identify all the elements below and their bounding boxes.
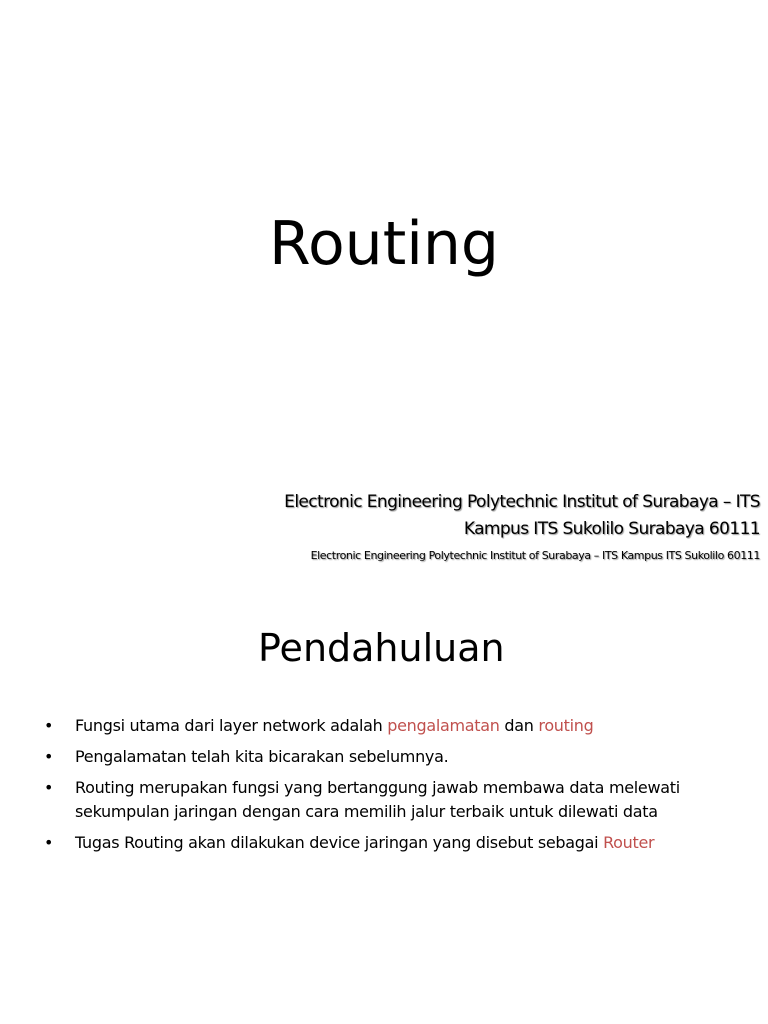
bullet-text: Routing merupakan fungsi yang bertanggung jawab membawa data melewati sekumpulan jaringan dengan cara memilih jalur terbaik untuk dilewati data bbox=[75, 778, 680, 821]
highlight-term: routing bbox=[538, 716, 594, 735]
list-item bbox=[44, 776, 744, 824]
list-item bbox=[44, 831, 744, 855]
bullet-icon: • bbox=[44, 747, 54, 766]
slide-title: Routing bbox=[268, 209, 500, 279]
list-item bbox=[44, 714, 744, 738]
institution-name: Electronic Engineering Polytechnic Institut of Surabaya – ITS bbox=[284, 492, 760, 512]
footer-caption: Electronic Engineering Polytechnic Institut of Surabaya – ITS Kampus ITS Sukolilo 60111 bbox=[310, 549, 760, 562]
campus-address: Kampus ITS Sukolilo Surabaya 60111 bbox=[463, 519, 760, 539]
highlight-term: pengalamatan bbox=[387, 716, 500, 735]
bullet-text: Pengalamatan telah kita bicarakan sebelumnya. bbox=[75, 747, 449, 766]
bullet-icon: • bbox=[44, 716, 54, 735]
bullet-text: dan bbox=[499, 716, 539, 735]
bullet-text: Tugas Routing akan dilakukan device jaringan yang disebut sebagai bbox=[75, 833, 604, 852]
bullet-icon: • bbox=[44, 778, 54, 797]
section-heading: Pendahuluan bbox=[258, 626, 505, 670]
bullet-list bbox=[44, 714, 744, 862]
highlight-term: Router bbox=[603, 833, 655, 852]
bullet-text: Fungsi utama dari layer network adalah bbox=[75, 716, 388, 735]
bullet-icon: • bbox=[44, 833, 54, 852]
list-item bbox=[44, 745, 744, 769]
